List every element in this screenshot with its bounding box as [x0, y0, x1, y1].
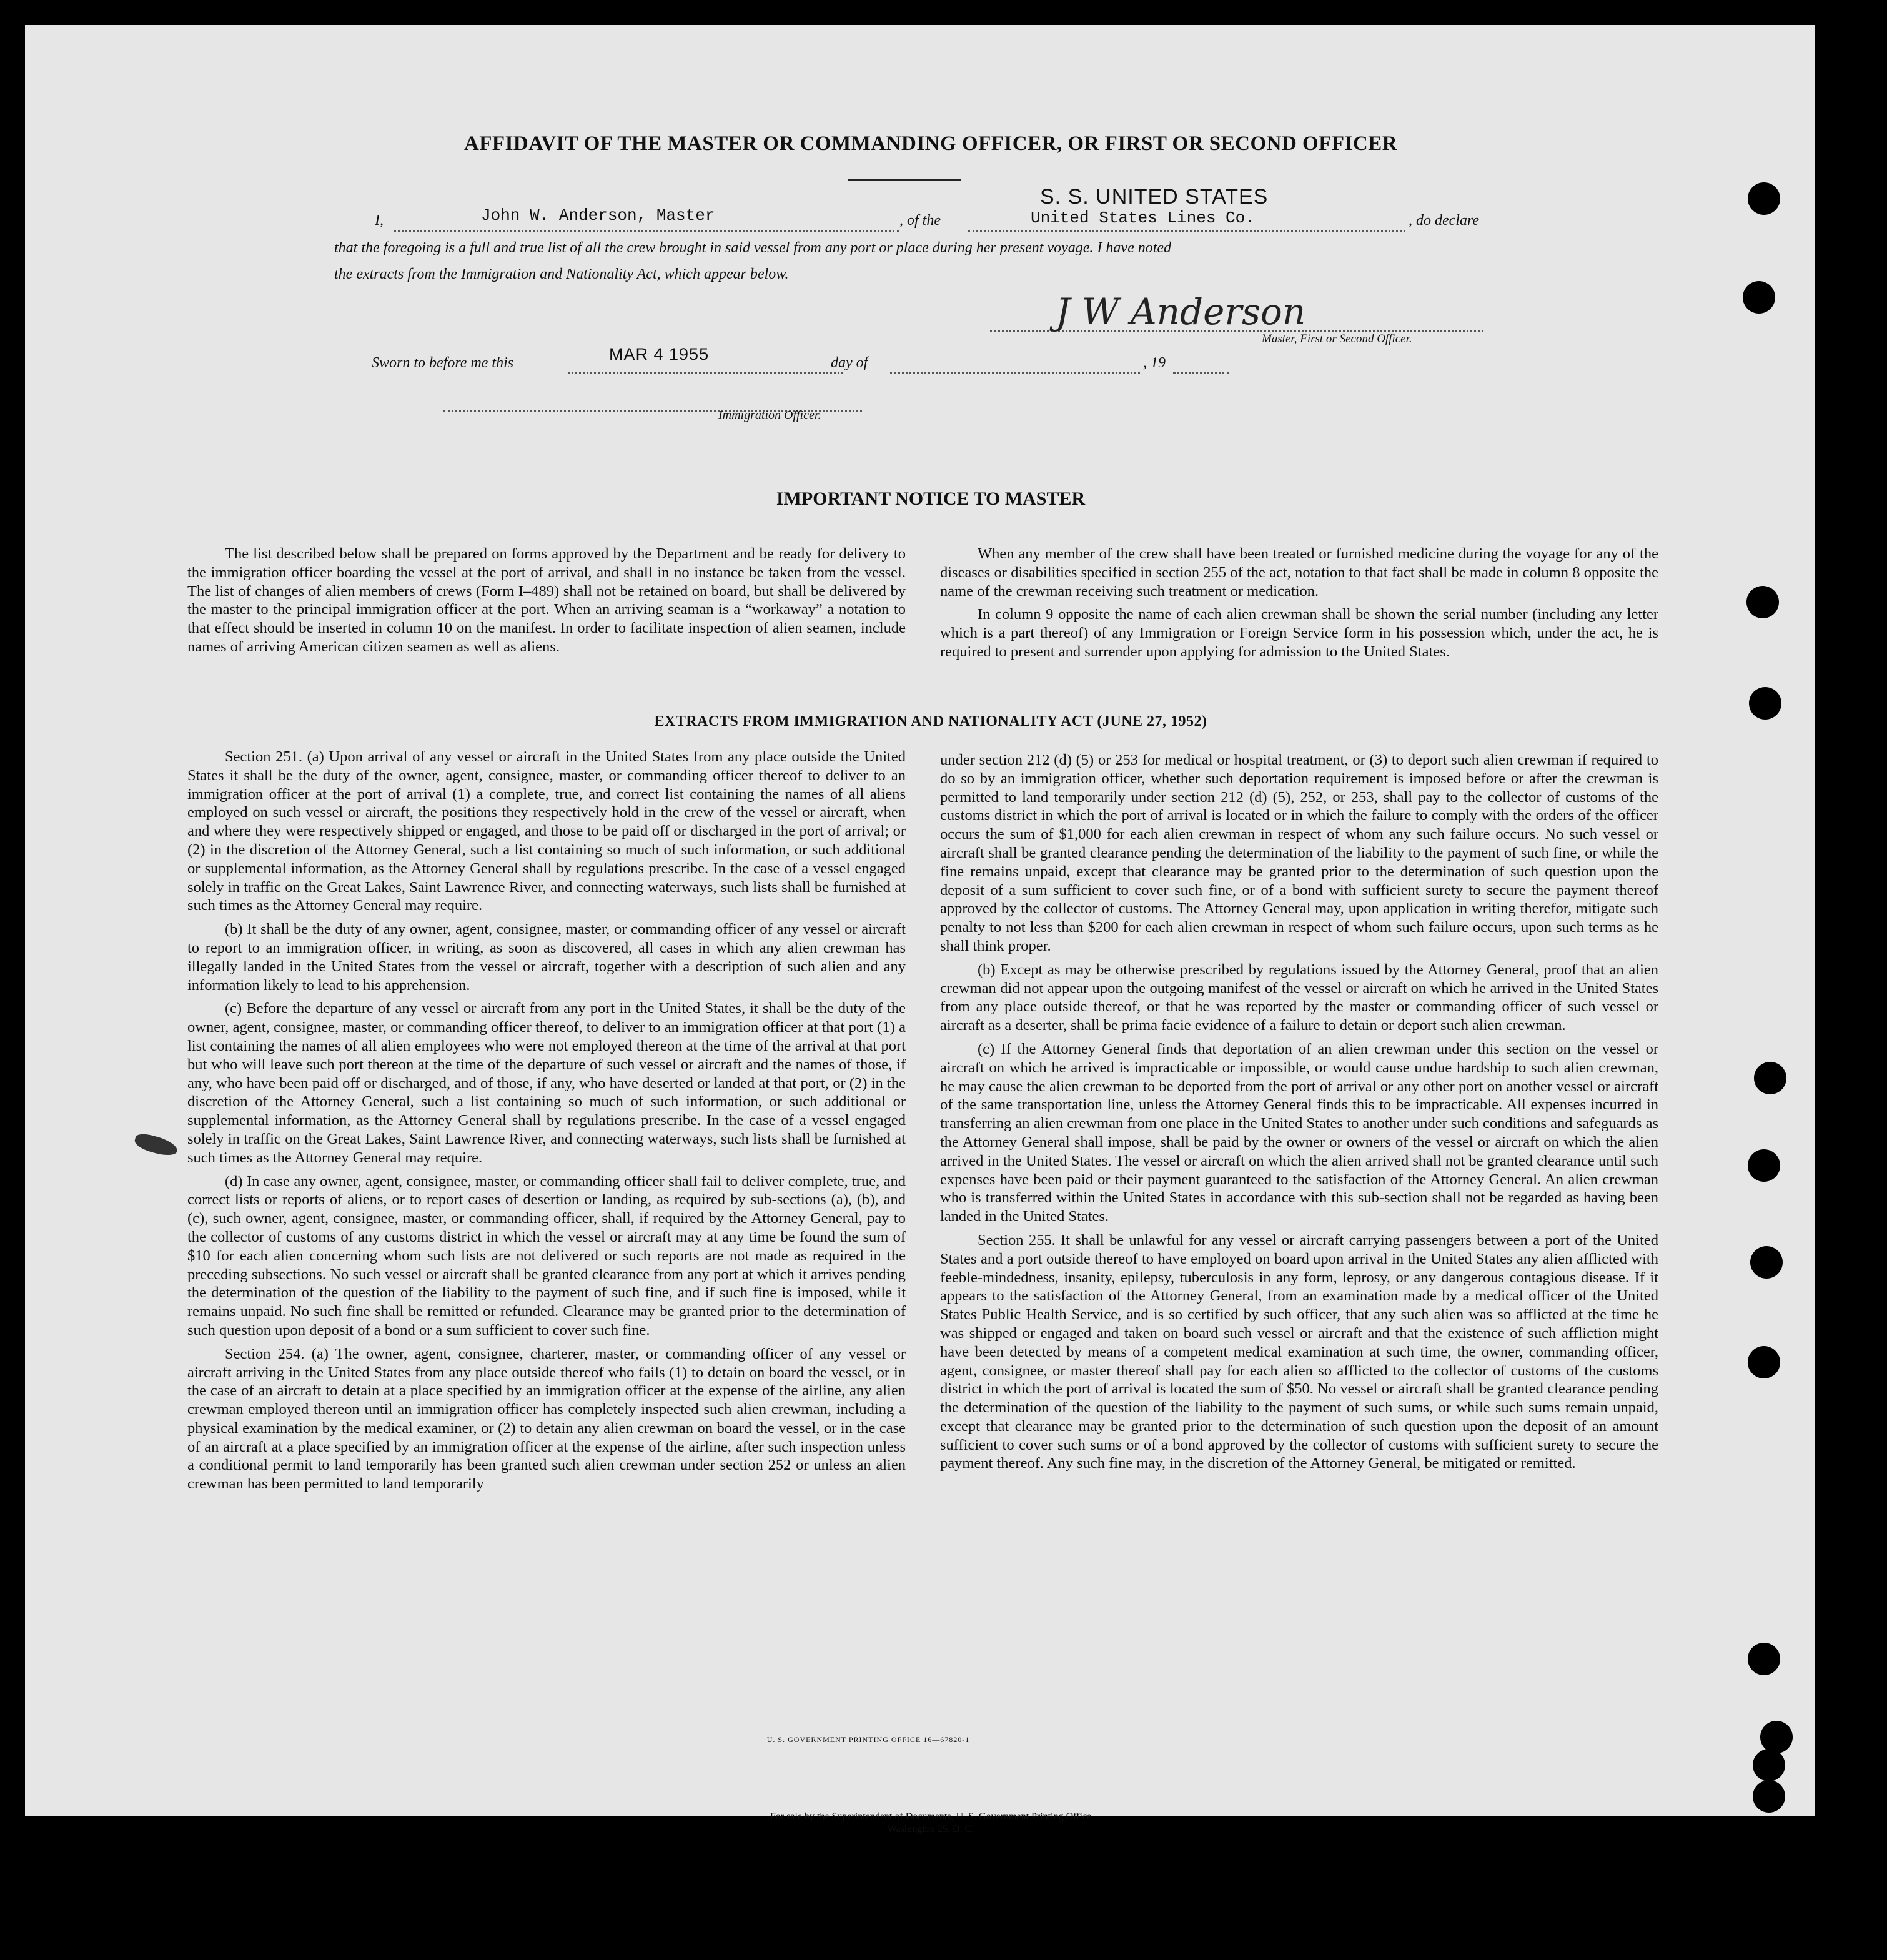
i-label: I, [375, 212, 384, 229]
heading-rule [848, 179, 961, 181]
declaration-line-1: that the foregoing is a full and true list of all the crew brought in said vessel from any port or place during her present voyage. I have noted [334, 240, 1172, 256]
section-254c: (c) If the Attorney General finds that deportation of an alien crewman under this section on the vessel or aircraft on which he arrived is impracticable or impossible, or would cause undue hardship to such alien crewman, he may cause the alien crewman to be deported from the port of arrival or any other port on another vessel or aircraft of the same transportation line, unless the Attorney General finds this to be impracticable. All expenses incurred in transferring an alien crewman from one place in the United States to another under such conditions and safeguards as the Attorney General shall impose, shall be paid by the owner or owners of the vessel or aircraft on which the alien arrived in the United States. The vessel or aircraft on which the alien arrived shall not be granted clearance until such expenses have been paid or their payment guaranteed to the satisfaction of the Attorney General. An alien crewman who is transferred within the United States in accordance with this sub-section shall not be regarded as having been landed in the United States. [940, 1040, 1658, 1225]
binder-hole-icon [1748, 1346, 1780, 1378]
notice-right-column [940, 545, 1658, 666]
binder-hole-icon [1754, 1062, 1786, 1094]
binder-hole-icon [1746, 586, 1779, 618]
section-251c: (c) Before the departure of any vessel or aircraft from any port in the United States, it shall be the duty of the owner, agent, consignee, master, or commanding officer thereof, to deliver to an immigration officer at that port (1) a list containing the names of all alien employees who were not employed thereon at the time of the arrival at that port but who will leave such port thereon at the time of the departure of such vessel or aircraft and the names of those, if any, who have been paid off or discharged, and of those, if any, who have deserted or landed at that port, or (2) in the discretion of the Attorney General, such a list containing so much of such information, or such additional or supplemental information, as the Attorney General shall by regulations prescribe. In the case of a vessel engaged solely in traffic on the Great Lakes, Saint Lawrence River, and connecting waterways, such lists shall be furnished at such times as the Attorney General may require. [187, 1000, 906, 1166]
binder-hole-icon [1753, 1749, 1785, 1781]
immigration-officer-caption: Immigration Officer. [718, 408, 821, 422]
notice-right-paragraph-1: When any member of the crew shall have been treated or furnished medicine during the voyage for any of the diseases or disabilities specified in section 255 of the act, notation to that fact shall be made in column 8 opposite the name of the crewman receiving such treatment or medication. [940, 545, 1658, 600]
notice-left-paragraph: The list described below shall be prepared on forms approved by the Department and be ready for delivery to the immigration officer boarding the vessel at the port of arrival, and shall in no instance be taken from the vessel. The list of changes of alien members of crews (Form I–489) shall not be retained on board, but shall be delivered by the master to the principal immigration officer at the port. When an arriving seaman is a “workaway” a notation to that effect should be inserted in column 10 on the manifest. In order to facilitate inspection of alien seamen, include names of arriving American citizen seamen as well as aliens. [187, 545, 906, 655]
do-declare-label: , do declare [1409, 212, 1480, 229]
master-name-field: John W. Anderson, Master [481, 206, 715, 225]
master-caption-struck: Second Officer. [1339, 332, 1412, 345]
binder-hole-icon [1748, 182, 1780, 215]
year-prefix: , 19 [1143, 355, 1166, 371]
section-251a: Section 251. (a) Upon arrival of any vessel or aircraft in the United States from any place outside the United States it shall be the duty of the owner, agent, consignee, master, or commanding officer thereof to deliver to an immigration officer at the port of arrival (1) a complete, true, and correct list containing the names of all aliens employed on such vessel or aircraft, the positions they respectively hold in the crew of the vessel or aircraft, when and where they were respectively shipped or engaged, and those to be paid off or discharged in the port of arrival; or (2) in the discretion of the Attorney General, such a list containing so much of such information, or such additional or supplemental information, as the Attorney General shall by regulations prescribe. In the case of a vessel engaged solely in traffic on the Great Lakes, Saint Lawrence River, and connecting waterways, such lists shall be furnished at such times as the Attorney General may require. [187, 748, 906, 914]
form-sheet [25, 25, 1815, 1834]
sworn-date-line [568, 366, 843, 374]
declaration-line-2: the extracts from the Immigration and Nationality Act, which appear below. [334, 266, 789, 282]
section-254b: (b) Except as may be otherwise prescribed by regulations issued by the Attorney General, proof that an alien crewman did not appear upon the outgoing manifest of the vessel or aircraft on which he arrived in the United States from any place outside thereof, or that he was reported by the master or commanding officer of such vessel or aircraft as a deserter, shall be prima facie evidence of a failure to detain or deport such alien crewman. [940, 961, 1658, 1034]
section-251d: (d) In case any owner, agent, consignee, master, or commanding officer shall fail to deliver complete, true, and correct lists or reports of aliens, or to report cases of desertion or landing, as required by sub-sections (a), (b), and (c), such owner, agent, consignee, master, or commanding officer, shall, if required by the Attorney General, pay to the collector of customs of any customs district in which the vessel or aircraft may at any time be found the sum of $10 for each alien concerning whom such lists are not delivered or such reports are not made as required in the preceding subsections. No such vessel or aircraft shall be granted clearance from any port at which it arrives pending the determination of the question of the liability to the payment of such fine, and if such fine is imposed, while it remains unpaid. No such fine shall be remitted or refunded. Clearance may be granted prior to the determination of such question upon deposit of a bond or a sum sufficient to cover such fine. [187, 1172, 906, 1339]
extracts-left-column [187, 748, 906, 1498]
binder-hole-icon [1760, 1721, 1793, 1753]
vessel-owner-field: United States Lines Co. [1031, 209, 1255, 227]
printing-office-imprint: U. S. GOVERNMENT PRINTING OFFICE 16—67820-1 [766, 1735, 970, 1744]
section-254a: Section 254. (a) The owner, agent, consignee, charterer, master, or commanding officer of any vessel or aircraft arriving in the United States from any place outside thereof who fails (1) to detain on board the vessel, or in the case of an aircraft to detain at a place specified by an immigration officer at the expense of the airline, any alien crewman employed thereon until an immigration officer has completely inspected such alien crewman, including a physical examination by the medical examiner, or (2) to detain any alien crewman on board the vessel, or in the case of an aircraft at a place specified by an immigration officer at the expense of the airline, after such inspection unless a conditional permit to land temporarily has been granted such alien crewman under section 252 or unless an alien crewman has been permitted to land temporarily [187, 1345, 906, 1493]
master-caption [1262, 332, 1412, 346]
extracts-heading: EXTRACTS FROM IMMIGRATION AND NATIONALITY ACT (JUNE 27, 1952) [654, 713, 1207, 730]
affidavit-heading: AFFIDAVIT OF THE MASTER OR COMMANDING OFFICER, OR FIRST OR SECOND OFFICER [463, 132, 1398, 155]
binder-hole-icon [1748, 1149, 1780, 1182]
notice-left-column [187, 545, 906, 661]
day-of-label: day of [831, 355, 868, 371]
month-field-line [890, 366, 1140, 374]
binder-hole-icon [1753, 1780, 1785, 1813]
sworn-date-stamp: MAR 4 1955 [609, 345, 710, 364]
hand-pointer-icon [133, 1131, 179, 1158]
master-caption-prefix: Master, First or [1262, 332, 1340, 345]
year-field-line [1173, 366, 1229, 374]
binder-hole-icon [1748, 1643, 1780, 1675]
of-the-label: , of the [899, 212, 941, 229]
for-sale-notice: For sale by the Superintendent of Documents, U. S. Government Printing Office [770, 1811, 1092, 1822]
notice-right-paragraph-2: In column 9 opposite the name of each alien crewman shall be shown the serial number (including any letter which is a part thereof) of any Immigration or Foreign Service form in his possession which, under the act, he is required to present and surrender upon applying for admission to the United States. [940, 606, 1658, 660]
section-251b: (b) It shall be the duty of any owner, agent, consignee, master, or commanding officer of any vessel or aircraft to report to an immigration officer, in writing, as soon as discovered, all cases in which any alien crewman has illegally landed in the United States from the vessel or aircraft, together with a description of such alien and any information likely to lead to his apprehension. [187, 921, 906, 994]
section-255: Section 255. It shall be unlawful for any vessel or aircraft carrying passengers between a port of the United States and a port outside thereof to have employed on board upon arrival in the United States any alien afflicted with feeble-mindedness, insanity, epilepsy, tuberculosis in any form, leprosy, or any dangerous contagious disease. If it appears to the satisfaction of the Attorney General, from an examination made by a medical officer of the United States Public Health Service, and is so certified by such officer, that any such alien was so afflicted at the time he was shipped or engaged and taken on board such vessel or aircraft and that the existence of such affliction might have been detected by means of a competent medical examination at such time, the owner, commanding officer, agent, consignee, or master thereof shall pay for each alien so afflicted to the collector of customs of the customs district in which the port of arrival is located the sum of $50. No vessel or aircraft shall be granted clearance pending the determination of the question of the liability to the payment of such sums, or while such sums remain unpaid, except that clearance may be granted prior to the determination of such question upon the deposit of an amount sufficient to cover such sums or of a bond approved by the collector of customs with sufficient surety to secure the payment thereof. Any such fine may, in the discretion of the Attorney General, be mitigated or remitted. [940, 1231, 1658, 1472]
binder-hole-icon [1750, 1246, 1783, 1279]
binder-hole-icon [1749, 687, 1781, 720]
notice-heading: IMPORTANT NOTICE TO MASTER [776, 488, 1086, 509]
section-254a-continued: under section 212 (d) (5) or 253 for medical or hospital treatment, or (3) to deport such alien crewman if required to do so by an immigration officer, whether such deportation requirement is imposed before or after the crewman is permitted to land temporarily under section 212 (d) (5), 252, or 253, shall pay to the collector of customs of the customs district in which the port of arrival is located or in which the failure to comply with the orders of the officer occurs the sum of $1,000 for each alien crewman in respect of whom any such failure occurs. No such vessel or aircraft shall be granted clearance pending the determination of the liability to the payment of such fine, or while the fine remains unpaid, except that clearance may be granted prior to the determination of such question upon the deposit of a sum sufficient to cover such fine, or of a bond with sufficient surety to secure the payment thereof approved by the collector of customs. The Attorney General may, upon application in writing therefor, mitigate such penalty to not less than $200 for each alien crewman in respect of whom such failure occurs, upon such terms as he shall think proper. [940, 751, 1658, 954]
extracts-right-column [940, 751, 1658, 1478]
sworn-label: Sworn to before me this [372, 355, 514, 371]
vessel-name-stamp: S. S. UNITED STATES [1040, 185, 1269, 209]
binder-hole-icon [1743, 281, 1775, 314]
washington-line: Washington 25, D. C. [887, 1824, 974, 1834]
master-signature: J W Anderson [1056, 290, 1306, 333]
